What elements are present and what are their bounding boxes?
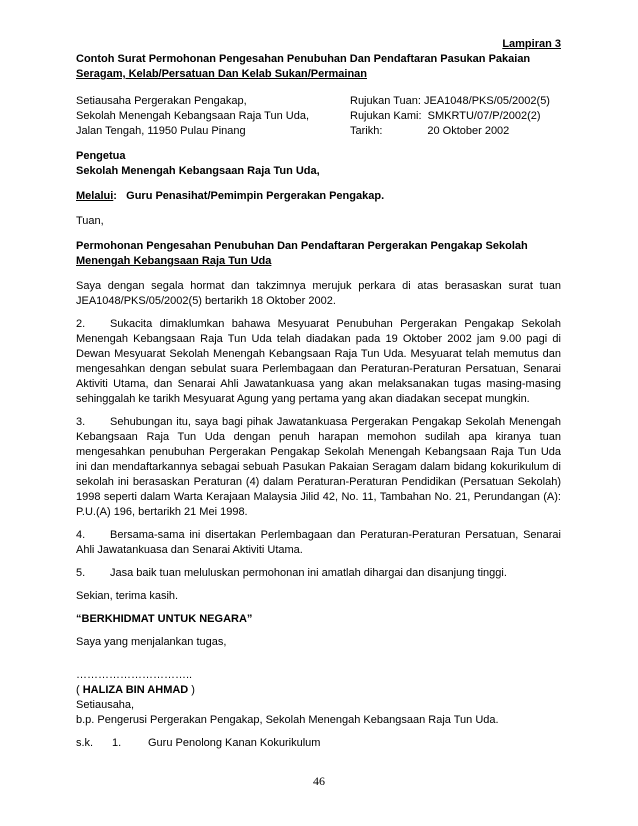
paragraph-3-text: Sehubungan itu, saya bagi pihak Jawatankuasa Pergerakan Pengakap Sekolah Menengah Kebangsaan Raja Tun Uda dengan penuh harapan memohon sudilah apa kiranya tuan mengesahkan penubuhan Pergerakan Pengakap Sekolah Menengah Kebangsaan Raja Tun Uda ini dan mendaftarkannya sebagai sebuah Pasukan Pakaian Seragam dalam bidang kokurikulum di sekolah ini berasaskan Peraturan (4) dalam Peraturan-Peraturan Pendidikan (Persatuan Sekolah) 1998 seperti dalam Warta Kerajaan Malaysia Jilid 42, No. 11, Tambahan No. 21, Perundangan (A): P.U.(A) 196, bertarikh 21 Mei 1998. (76, 416, 561, 518)
title-line-1: Contoh Surat Permohonan Pengesahan Penubuhan Dan Pendaftaran Pasukan Pakaian (76, 53, 531, 65)
salutation: Tuan, (76, 215, 104, 227)
sender-line-2: Sekolah Menengah Kebangsaan Raja Tun Uda, (76, 110, 310, 122)
recipient-line-2: Sekolah Menengah Kebangsaan Raja Tun Uda, (76, 165, 320, 177)
name-open-paren: ( (76, 684, 83, 696)
cc-number: 1. (112, 737, 122, 749)
paragraph-5-number: 5. (76, 567, 86, 579)
motto: “BERKHIDMAT UNTUK NEGARA” (76, 613, 253, 625)
ref-tuan-label: Rujukan Tuan: (350, 95, 421, 107)
signatory-behalf: b.p. Pengerusi Pergerakan Pengakap, Sekolah Menengah Kebangsaan Raja Tun Uda. (76, 714, 499, 726)
ref-kami (350, 109, 550, 124)
recipient-line-1: Pengetua (76, 150, 126, 162)
copy-to (76, 736, 561, 751)
title-line-2: Seragam, Kelab/Persatuan Dan Kelab Sukan/Permainan (76, 68, 368, 80)
closing: Sekian, terima kasih. (76, 590, 179, 602)
paragraph-2-text: Sukacita dimaklumkan bahawa Mesyuarat Penubuhan Pergerakan Pengakap Sekolah Menengah Kebangsaan Raja Tun Uda telah diadakan pada 19 Oktober 2002 jam 9.00 pagi di Dewan Mesyuarat Sekolah Menengah Kebangsaan Raja Tun Uda. Mesyuarat telah memutus dan mengesahkan dengan sebulat suara Perlembagaan dan Peraturan-Peraturan Persatuan, Senarai Aktiviti Utama, dan Senarai Ahli Jawatankuasa yang akan melaksanakan tugas masing-masing sehinggalah ke tarikh Mesyuarat Agung yang pertama yang akan diadakan secepat mungkin. (76, 318, 561, 405)
reference-block (350, 94, 550, 139)
signature-line: ………………………….. (76, 669, 193, 681)
subject-line-1: Permohonan Pengesahan Penubuhan Dan Pendaftaran Pergerakan Pengakap Sekolah (76, 240, 528, 252)
signoff: Saya yang menjalankan tugas, (76, 636, 227, 648)
ref-kami-label: Rujukan Kami: (350, 110, 422, 122)
ref-tuan (350, 94, 550, 109)
appendix-label: Lampiran 3 (502, 38, 561, 50)
paragraph-3 (76, 415, 561, 520)
sender-line-1: Setiausaha Pergerakan Pengakap, (76, 95, 247, 107)
ref-tarikh-value: 20 Oktober 2002 (427, 125, 510, 137)
subject (76, 239, 561, 269)
paragraph-2 (76, 317, 561, 407)
paragraph-4-text: Bersama-sama ini disertakan Perlembagaan dan Peraturan-Peraturan Persatuan, Senarai Ahli Jawatankuasa dan Senarai Aktiviti Utama. (76, 529, 561, 556)
ref-tuan-value: JEA1048/PKS/05/2002(5) (424, 95, 550, 107)
melalui-value: Guru Penasihat/Pemimpin Pergerakan Pengakap. (126, 190, 385, 202)
signatory-name (76, 683, 561, 698)
page-number: 46 (313, 774, 325, 788)
paragraph-5-text: Jasa baik tuan meluluskan permohonan ini amatlah dihargai dan disanjung tinggi. (110, 567, 507, 579)
sender-line-3: Jalan Tengah, 11950 Pulau Pinang (76, 125, 246, 137)
paragraph-2-number: 2. (76, 318, 86, 330)
name-text: HALIZA BIN AHMAD (82, 684, 189, 696)
name-close-paren: ) (188, 684, 195, 696)
signatory-position: Setiausaha, (76, 699, 135, 711)
ref-tarikh (350, 124, 550, 139)
paragraph-5 (76, 566, 561, 581)
sender-address (76, 94, 350, 139)
document-title (76, 52, 561, 82)
address-block (76, 94, 561, 139)
melalui-line: Melalui: Guru Penasihat/Pemimpin Pergerakan Pengakap. (76, 190, 385, 202)
paragraph-4-number: 4. (76, 529, 86, 541)
cc-label: s.k. (76, 737, 94, 749)
signature-block (76, 668, 561, 728)
ref-kami-value: SMKRTU/07/P/2002(2) (427, 110, 541, 122)
melalui-label: Melalui (76, 190, 114, 202)
ref-tarikh-label: Tarikh: (350, 125, 383, 137)
letter-page (76, 37, 561, 751)
paragraph-4 (76, 528, 561, 558)
subject-line-2: Menengah Kebangsaan Raja Tun Uda (76, 255, 272, 267)
paragraph-1: Saya dengan segala hormat dan takzimnya merujuk perkara di atas berasaskan surat tuan JEA1048/PKS/05/2002(5) bertarikh 18 Oktober 2002. (76, 280, 561, 307)
paragraph-3-number: 3. (76, 416, 86, 428)
cc-value: Guru Penolong Kanan Kokurikulum (148, 737, 321, 749)
recipient (76, 149, 561, 179)
